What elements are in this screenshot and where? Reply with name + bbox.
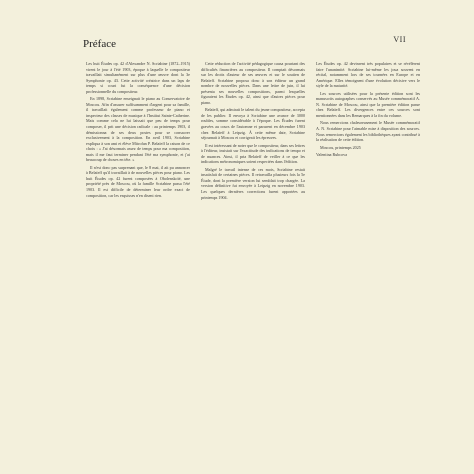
signature-place-date: Moscou, printemps 2025 [320, 144, 361, 150]
signature-name: Valentina Rubcova [316, 152, 348, 158]
paragraph: Les Études op. 42 devinrent très populaires et se révélèrent faire l'unanimité. Scriabine lui-même les joua souvent en récital, notamment lors de ses tournées en Europe et en Amérique. Elles témoignent d'une évolution décisive vers le style de la maturité. [316, 61, 420, 89]
page-title: Préface [83, 38, 116, 50]
paragraph: Les huit Études op. 42 d'Alexandre N. Scriabine (1872–1915) virent le jour à l'été 1903, époque à laquelle le compositeur travaillait simultanément sur plus d'une œuvre dont la 3e Symphonie op. 43. Cette activité créatrice dans un laps de temps si court fut la conséquence d'une décision professionnelle du compositeur. [86, 61, 190, 94]
text-column-1 [86, 61, 190, 200]
page-number: VII [393, 35, 406, 44]
paragraph: Nous remercions chaleureusement le Musée commémoratif A. N. Scriabine pour l'aimable mise à disposition des sources. Nous remercions également les bibliothèques ayant contribué à la réalisation de cette édition. [316, 120, 420, 143]
paragraph: Belaïeff, qui admirait le talent du jeune compositeur, accepta de les publier. Il envoya à Scriabine une avance de 3000 roubles, somme considérable à l'époque. Les Études furent gravées au cours de l'automne et parurent en décembre 1903 chez Belaïeff à Leipzig. À cette même date, Scriabine séjournait à Moscou et corrigeait les épreuves. [201, 107, 305, 141]
text-column-2 [201, 61, 305, 202]
paragraph: En 1898, Scriabine enseignait le piano au Conservatoire de Moscou. Afin d'assurer suffisamment d'argent pour sa famille, il travaillait également comme professeur de piano et inspecteur des classes de musique à l'Institut Sainte-Catherine. Mais comme cela ne lui laissait que peu de temps pour composer, il prit une décision radicale : au printemps 1903, il démissionna de ses deux postes pour se consacrer exclusivement à la composition. En avril 1903, Scriabine expliqua à son ami et élève Mitrofan P. Belaïeff la raison de ce choix : « J'ai désormais assez de temps pour ma composition, mais il me faut terminer pendant l'été ma symphonie, et j'ai beaucoup de choses en tête. » [86, 96, 190, 163]
paragraph: Cette réduction de l'activité pédagogique causa pourtant des difficultés financières au compositeur. Il comptait désormais sur les droits d'auteur de ses œuvres et sur le soutien de Belaïeff. Scriabine proposa donc à son éditeur un grand nombre de nouvelles pièces. Dans une lettre de juin, il lui présenta ses nouvelles compositions, parmi lesquelles figuraient les Études op. 42, ainsi que d'autres pièces pour piano. [201, 61, 305, 105]
paragraph: Malgré le travail intense de ces mois, Scriabine restait insatisfait de certaines pièces. Il retravailla plusieurs fois la 5e Étude, dont la première version lui semblait trop chargée. La version définitive fut envoyée à Leipzig en novembre 1903. Les quelques dernières corrections furent apportées au printemps 1904. [201, 166, 305, 200]
paragraph: Il est intéressant de noter que le compositeur, dans ses lettres à l'éditeur, insistait sur l'exactitude des indications de tempo et de nuances. Ainsi, il pria Belaïeff de veiller à ce que les indications métronomiques soient respectées dans l'édition. [201, 142, 305, 165]
paragraph: Il n'est donc pas surprenant que, le 8 mai, il ait pu annoncer à Belaïeff qu'il travaillait à de nouvelles pièces pour piano. Les huit Études op. 42 furent composées à Obolenskoïé, une propriété près de Moscou, où la famille Scriabine passa l'été 1903. Il est difficile de déterminer leur ordre exact de composition, car les esquisses n'en disent rien. [86, 164, 190, 198]
paragraph: Les sources utilisées pour la présente édition sont les manuscrits autographes conservés au Musée commémoratif A. N. Scriabine de Moscou, ainsi que la première édition parue chez Belaïeff. Les divergences entre ces sources sont mentionnées dans les Remarques à la fin du volume. [316, 90, 420, 118]
text-column-3 [316, 61, 420, 160]
